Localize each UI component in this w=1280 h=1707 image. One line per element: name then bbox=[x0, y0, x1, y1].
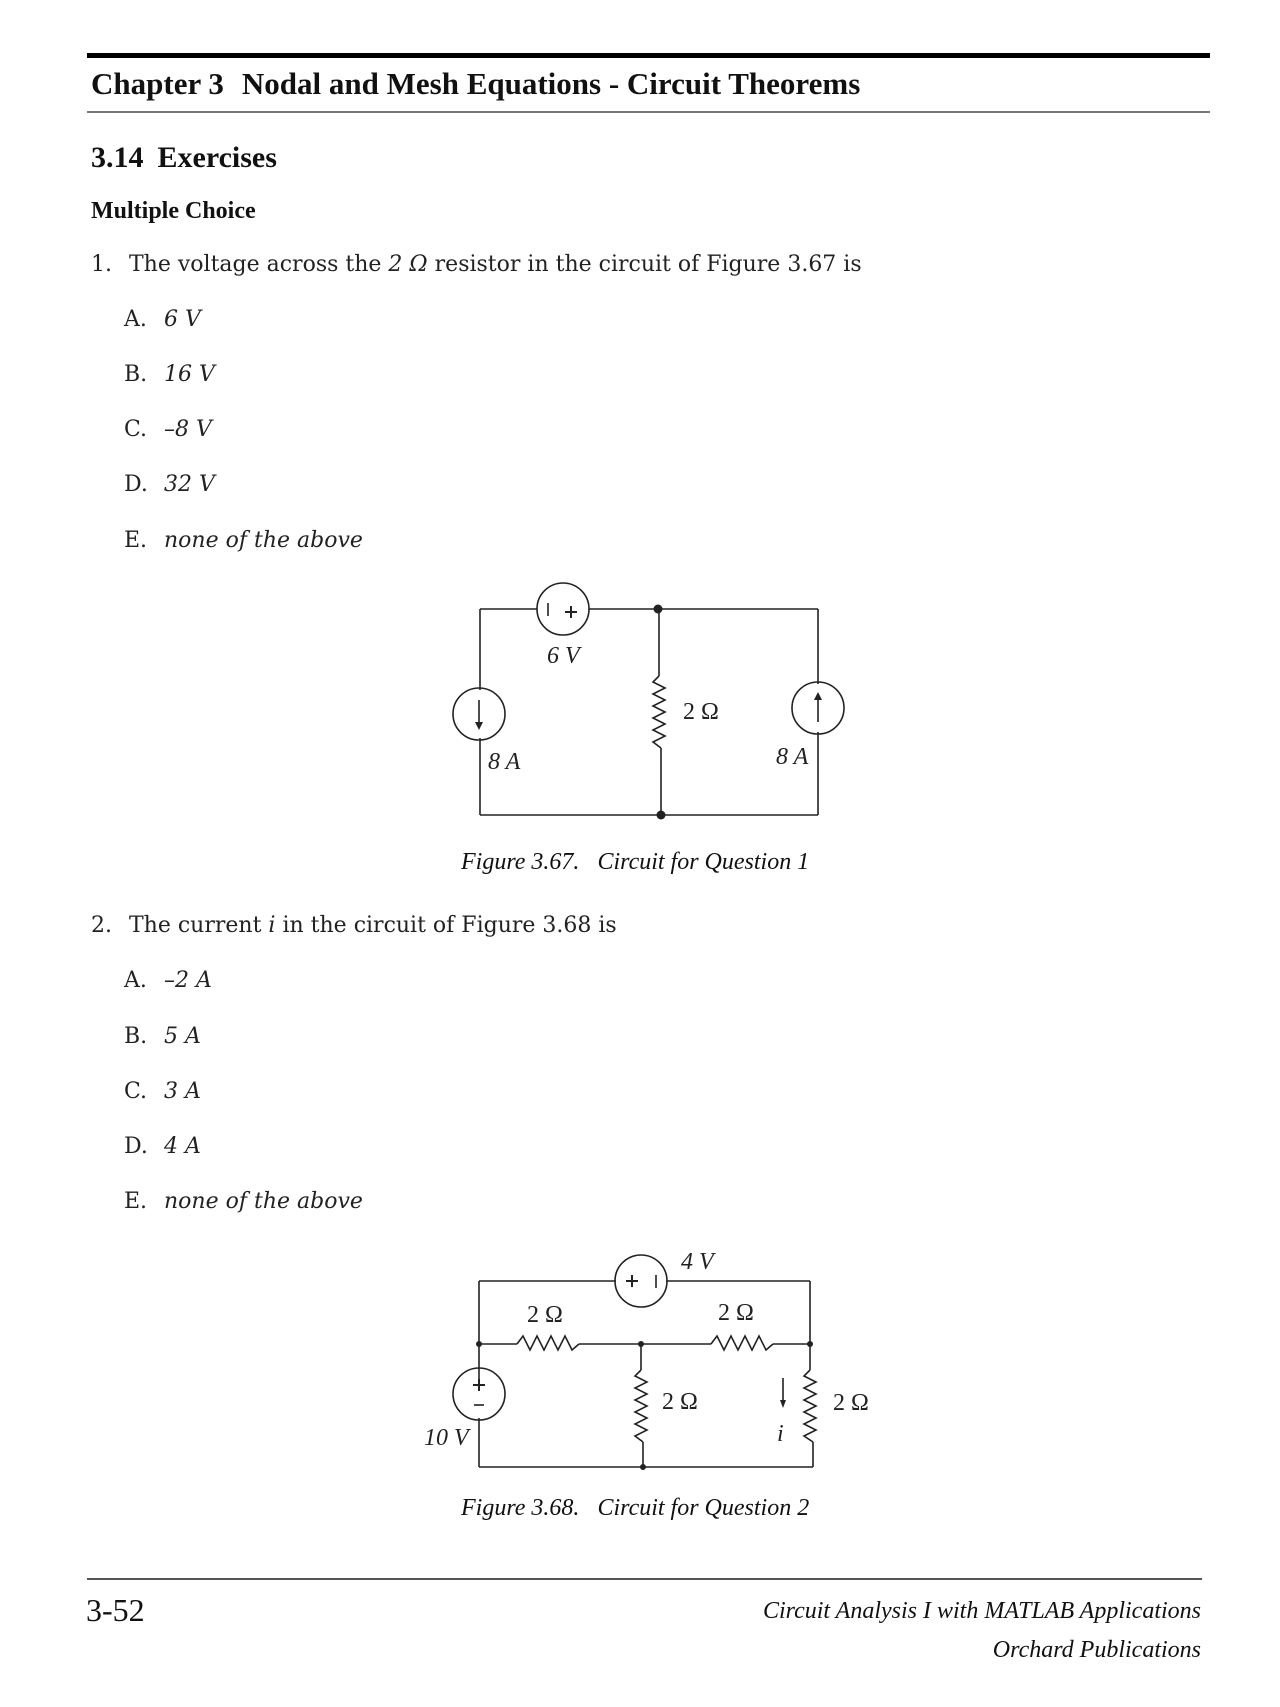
question-text: resistor in the circuit of Figure 3.67 is bbox=[434, 252, 862, 277]
question-2-option-b bbox=[124, 1024, 201, 1049]
figure-caption-text: Circuit for Question 2 bbox=[597, 1495, 810, 1521]
label-8a-right: 8 A bbox=[776, 744, 809, 770]
question-text: The current bbox=[129, 913, 262, 938]
question-number: 1. bbox=[91, 252, 112, 277]
question-2-option-a bbox=[124, 968, 212, 993]
option-value: 3 A bbox=[164, 1079, 201, 1104]
section-title: Exercises bbox=[157, 141, 277, 174]
question-text: The voltage across the bbox=[129, 252, 382, 277]
voltage-source-4v bbox=[615, 1255, 667, 1307]
label-2-ohm: 2 Ω bbox=[683, 699, 719, 725]
question-text-italic: i bbox=[268, 913, 276, 938]
resistor-2-ohm-right bbox=[804, 1370, 816, 1442]
node-dot bbox=[638, 1341, 644, 1347]
book-title: Circuit Analysis I with MATLAB Applications bbox=[762, 1598, 1201, 1624]
option-letter: B. bbox=[124, 362, 148, 387]
voltage-source-6v bbox=[537, 583, 589, 635]
figure-caption-text: Circuit for Question 1 bbox=[597, 849, 810, 875]
question-text: in the circuit of Figure 3.68 is bbox=[282, 913, 617, 938]
section-number: 3.14 bbox=[91, 141, 144, 174]
node-dot bbox=[654, 605, 663, 614]
label-2-ohm-top-right: 2 Ω bbox=[718, 1300, 754, 1326]
arrow-head bbox=[475, 722, 483, 730]
resistor-2-ohm bbox=[653, 676, 665, 748]
label-4v: 4 V bbox=[681, 1249, 714, 1275]
option-letter: A. bbox=[124, 968, 147, 993]
subsection-heading: Multiple Choice bbox=[91, 198, 256, 224]
option-value: –2 A bbox=[164, 968, 212, 993]
option-letter: E. bbox=[124, 1189, 148, 1214]
node-dot bbox=[640, 1464, 646, 1470]
figure-number: Figure 3.67. bbox=[461, 849, 580, 875]
question-2-option-d bbox=[124, 1134, 201, 1159]
footer-rule bbox=[87, 1578, 1202, 1580]
option-value: 6 V bbox=[164, 307, 201, 332]
option-value: –8 V bbox=[164, 417, 212, 442]
arrow-head bbox=[814, 692, 822, 700]
option-letter: B. bbox=[124, 1024, 148, 1049]
option-value: 4 A bbox=[164, 1134, 201, 1159]
label-current-i: i bbox=[777, 1421, 784, 1447]
question-text-italic: 2 Ω bbox=[388, 252, 428, 277]
option-value: 16 V bbox=[164, 362, 215, 387]
figure-number: Figure 3.68. bbox=[461, 1495, 580, 1521]
option-value: none of the above bbox=[164, 528, 363, 553]
label-2-ohm-top-left: 2 Ω bbox=[527, 1302, 563, 1328]
question-number: 2. bbox=[91, 913, 112, 938]
label-2-ohm-right: 2 Ω bbox=[833, 1390, 869, 1416]
figure-3-67-caption bbox=[461, 849, 809, 876]
arrow-head bbox=[780, 1400, 786, 1408]
node-dot bbox=[476, 1341, 482, 1347]
label-10v: 10 V bbox=[424, 1425, 469, 1451]
option-value: 32 V bbox=[164, 472, 215, 497]
option-value: 5 A bbox=[164, 1024, 201, 1049]
chapter-number: Chapter 3 bbox=[91, 66, 224, 101]
question-2 bbox=[91, 913, 617, 938]
question-2-option-c bbox=[124, 1079, 201, 1104]
question-2-option-e bbox=[124, 1189, 363, 1214]
chapter-title: Nodal and Mesh Equations - Circuit Theorems bbox=[241, 66, 861, 101]
option-letter: A. bbox=[124, 307, 147, 332]
option-letter: C. bbox=[124, 417, 148, 442]
page-number: 3-52 bbox=[86, 1592, 145, 1628]
label-6v: 6 V bbox=[547, 643, 580, 669]
label-2-ohm-middle: 2 Ω bbox=[662, 1389, 698, 1415]
option-letter: C. bbox=[124, 1079, 148, 1104]
figure-3-68-caption bbox=[461, 1495, 809, 1522]
option-letter: D. bbox=[124, 472, 148, 497]
option-letter: D. bbox=[124, 1134, 148, 1159]
resistor-2-ohm-top-left bbox=[517, 1336, 579, 1350]
resistor-2-ohm-middle bbox=[635, 1370, 647, 1442]
node-dot bbox=[657, 811, 666, 820]
option-letter: E. bbox=[124, 528, 148, 553]
option-value: none of the above bbox=[164, 1189, 363, 1214]
node-dot bbox=[807, 1341, 813, 1347]
resistor-2-ohm-top-right bbox=[711, 1336, 773, 1350]
publisher: Orchard Publications bbox=[992, 1637, 1201, 1663]
label-8a-left: 8 A bbox=[488, 749, 521, 775]
